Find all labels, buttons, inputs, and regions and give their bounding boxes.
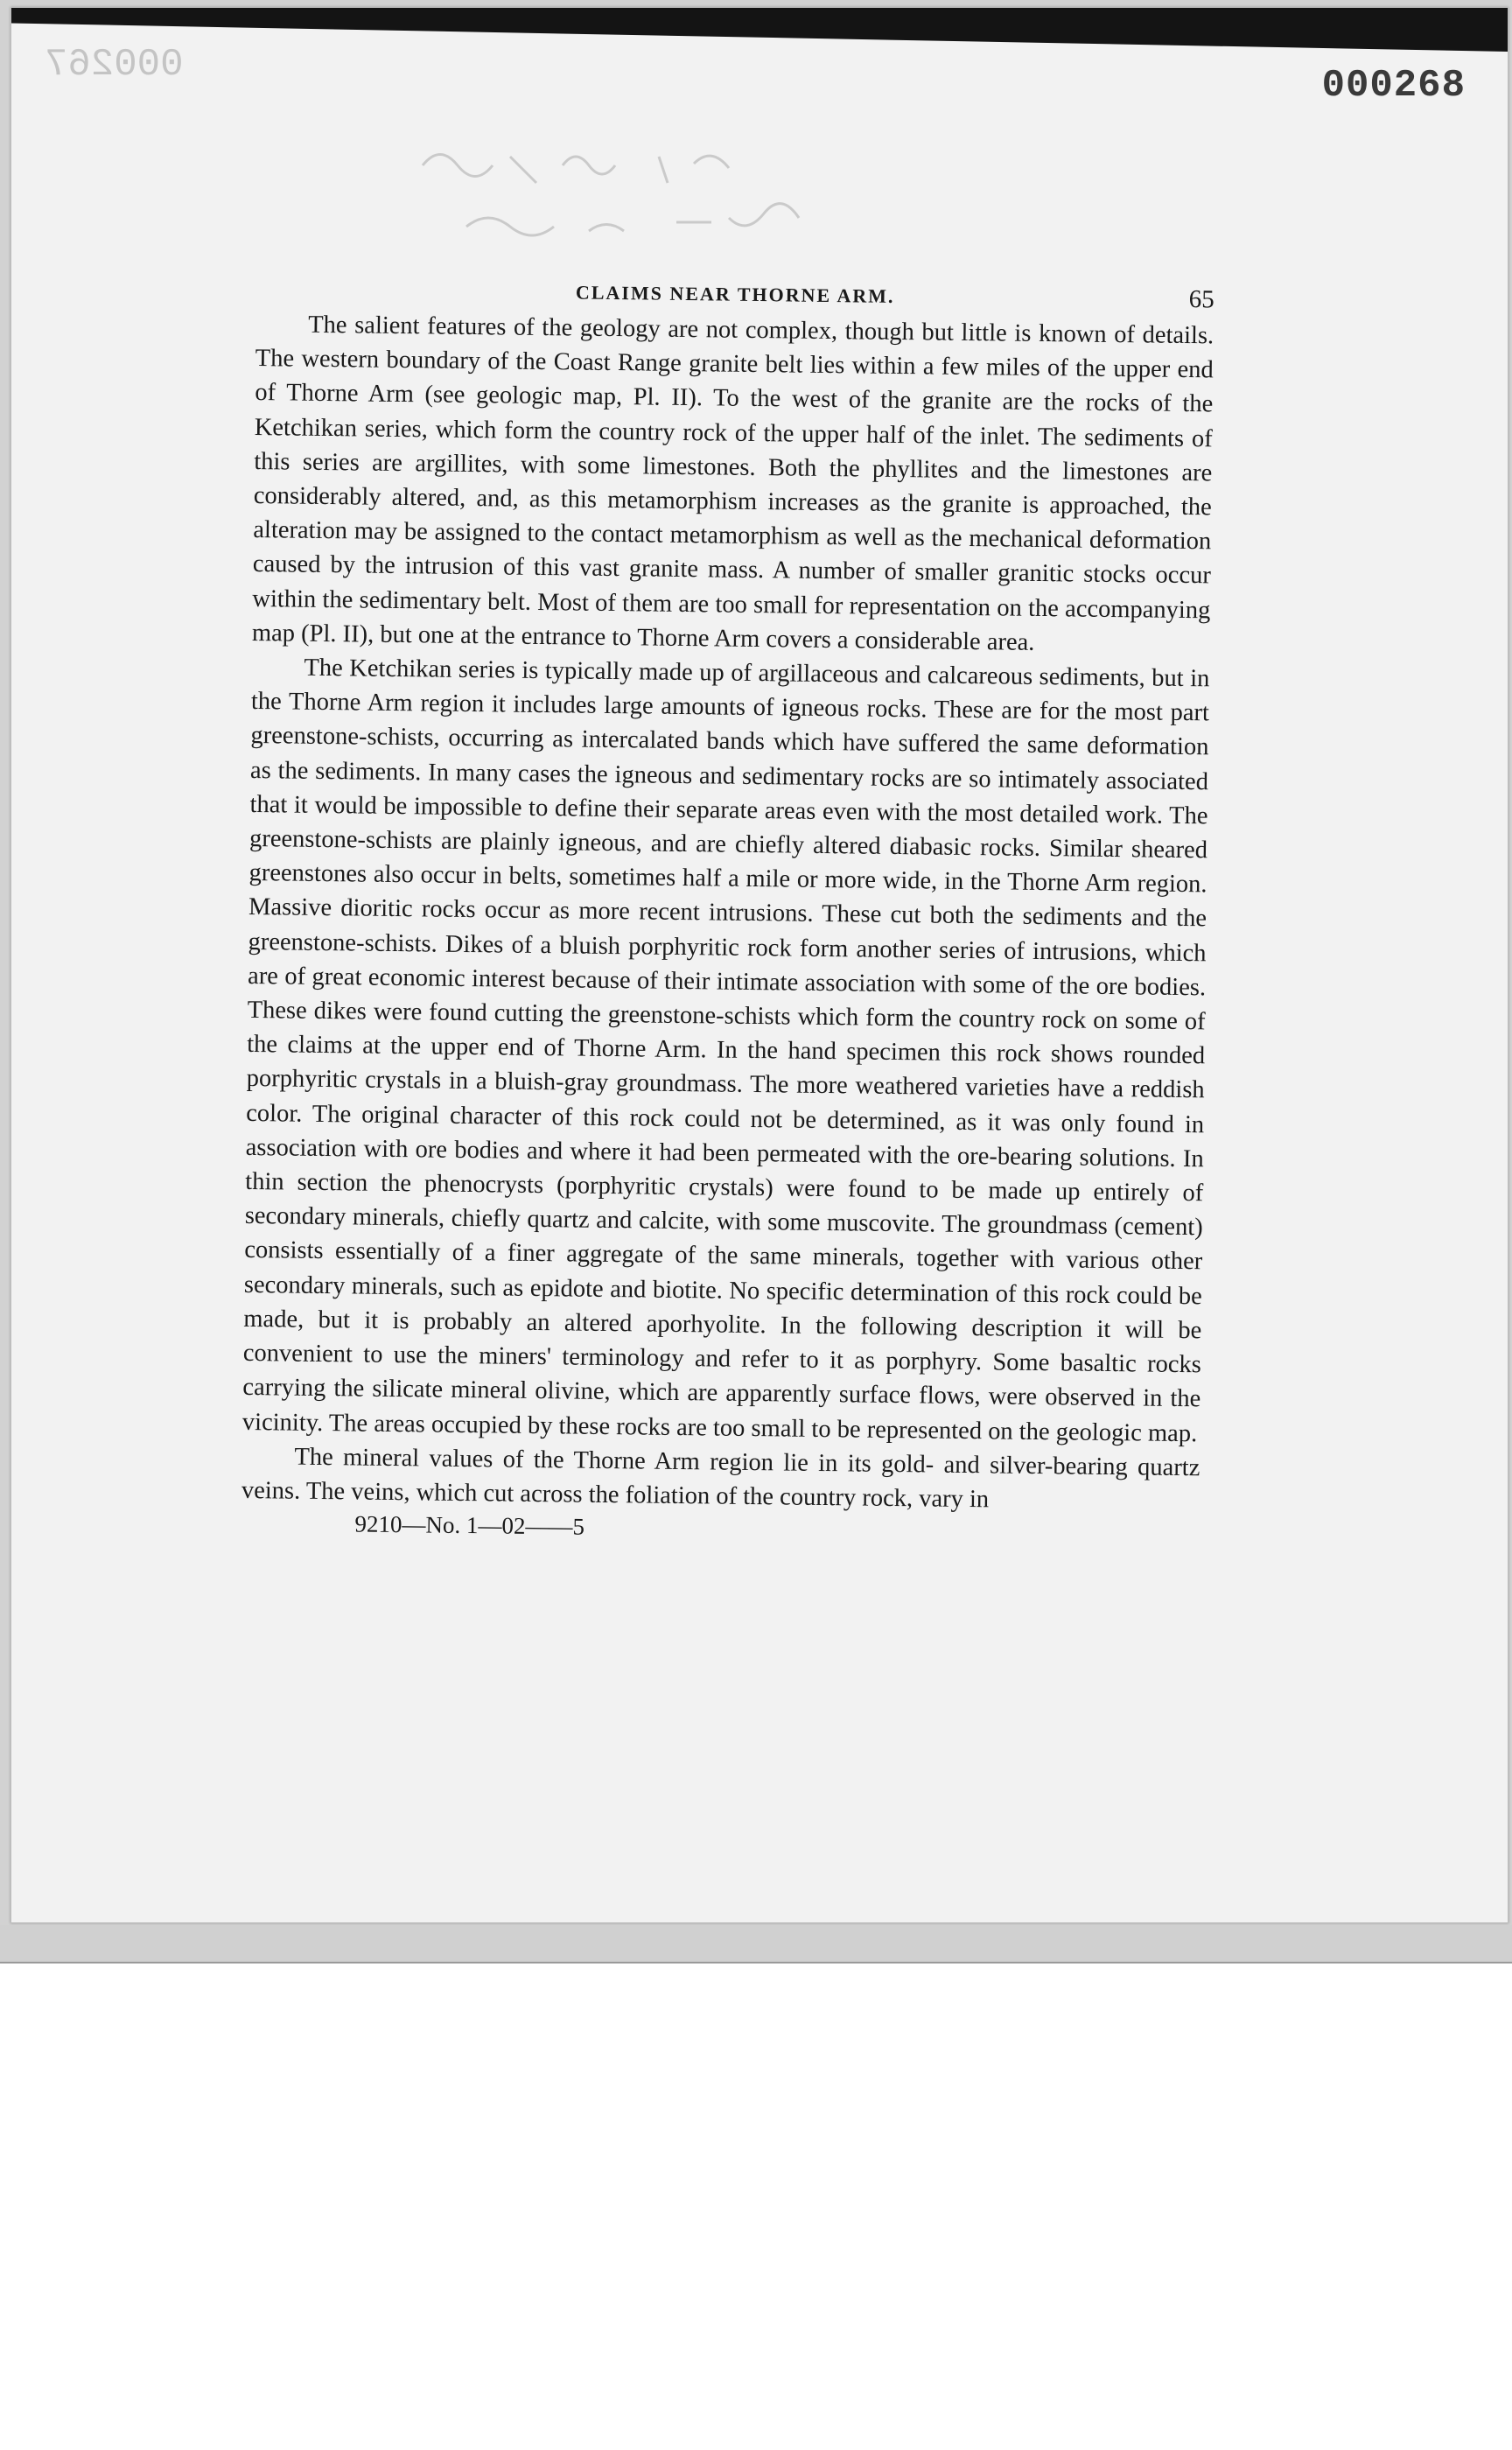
paragraph: The mineral values of the Thorne Arm region lie in its gold- and silver-bearing quartz veins. The veins, which cut across the foliation of the country rock, vary in (241, 1443, 1200, 1514)
paragraph: The Ketchikan series is typically made up of argillaceous and calcareous sediments, but in the Thorne Arm region it includes large amounts of igneous rocks. These are for the most part greenstone-schists, occurring as intercalated bands which have suffered the same deformation as the sediments. In many cases the igneous and sedimentary rocks are so intimately associated that it would be impossible to define their separate areas even with the most detailed work. The greenstone-schists are plainly igneous, and are chiefly altered diabasic rocks. Similar sheared greenstones also occur in belts, sometimes half a mile or more wide, in the Thorne Arm region. Massive dioritic rocks occur as more recent intrusions. These cut both the sediments and the greenstone-schists. Dikes of a bluish porphyritic rock form another series of intrusions, which are of great economic interest because of their intimate association with some of the ore bodies. These dikes were found cutting the greenstone-schists which form the country rock on some of the claims at the upper end of Thorne Arm. In the hand specimen this rock shows rounded porphyritic crystals in a bluish-gray groundmass. The more weathered varieties have a reddish color. The original character of this rock could not be determined, as it was only found in association with ore bodies and where it had been permeated with the ore-bearing solutions. In thin section the phenocrysts (porphyritic crystals) were found to be made up entirely of secondary minerals, chiefly quartz and calcite, with some muscovite. The groundmass (cement) consists essentially of a finer aggregate of the same minerals, together with various other secondary minerals, such as epidote and biotite. No specific determination of this rock could be made, but it is probably an altered aporhyolite. In the following description it will be convenient to use the miners' terminology and refer to it as porphyry. Some basaltic rocks carrying the silicate mineral olivine, which are apparently surface flows, were observed in the vicinity. The areas occupied by these rocks are too small to be represented on the geologic map. (242, 654, 1210, 1447)
page-content (241, 270, 1214, 1548)
signature-mark: 9210—No. 1—02——5 (354, 1510, 585, 1540)
running-head: CLAIMS NEAR THORNE ARM. (575, 281, 895, 307)
paragraph: The salient features of the geology are not complex, though but little is known of details. The western boundary of the Coast Range granite belt lies within a few miles of the upper end of Thorne Arm (see geologic map, Pl. II). To the west of the granite are the rocks of the Ketchikan series, which form the country rock of the upper half of the inlet. The sediments of this series are argillites, with some limestones. Both the phyllites and the limestones are considerably altered, and, as this metamorphism increases as the granite is approached, the alteration may be assigned to the contact metamorphism as well as the mechanical deformation caused by the intrusion of this vast granite mass. A number of smaller granitic stocks occur within the sedimentary belt. Most of them are too small for representation on the accompanying map (Pl. II), but one at the entrance to Thorne Arm covers a considerable area. (251, 311, 1214, 656)
scan-bottom-edge (0, 1925, 1512, 1964)
stamp-number: 000268 (1321, 64, 1466, 108)
page-number: 65 (1188, 285, 1214, 314)
scan-edge-shadow (11, 8, 1508, 52)
mirrored-stamp-number: 000267 (45, 43, 184, 87)
pencil-annotation-scribble (414, 130, 904, 262)
document-page (10, 7, 1508, 1923)
